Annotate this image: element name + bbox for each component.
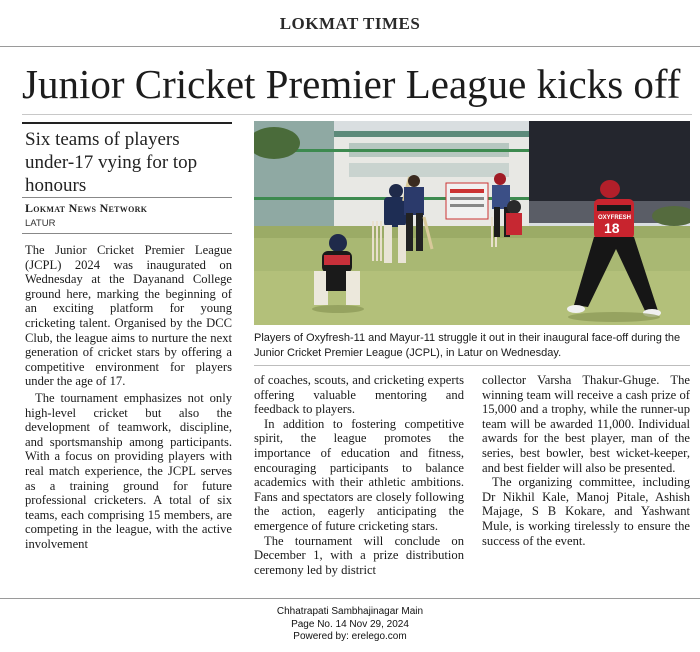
masthead — [0, 0, 700, 48]
article-column-3 — [482, 373, 690, 548]
jersey-text: OXYFRESH — [598, 215, 632, 221]
byline: Lokmat News Network — [25, 201, 148, 215]
photo-caption: Players of Oxyfresh-11 and Mayur-11 struggle it out in their inaugural face-off during the Junior Cricket Premier League (JCPL), in Latur on Wednesday. — [254, 332, 681, 359]
headline-rule — [22, 114, 692, 115]
article-photo — [254, 121, 690, 325]
page-footer — [0, 606, 700, 644]
article-column-2 — [254, 373, 464, 577]
paragraph: of coaches, scouts, and cricketing experts offering valuable mentoring and feedback to players. — [254, 373, 464, 417]
footer-edition: Chhatrapati Sambhajinagar Main — [276, 606, 424, 617]
paragraph: collector Varsha Thakur-Ghuge. The winning team will receive a cash prize of 15,000 and a trophy, while the runner-up team will be awarded 11,000. Individual awards for the best player, man of the series, best bowler, best wicket-keeper, and best fielder will also be presented. — [482, 373, 690, 475]
dateline: LATUR — [25, 218, 56, 229]
paragraph: In addition to fostering competitive spirit, the league promotes the importance of education and fitness, encouraging participants to balance academics with their athletic ambitions. Fans and spectators are closely following the action, eagerly anticipating the emergence of future cricketing stars. — [254, 416, 464, 533]
footer-powered-by: Powered by: erelego.com — [293, 631, 407, 642]
footer-rule — [0, 598, 700, 599]
deck-rule — [22, 122, 232, 124]
caption-rule — [254, 365, 690, 366]
jersey-number: 18 — [604, 220, 620, 236]
paragraph: The tournament will conclude on December 1, with a prize distribution ceremony led by district — [254, 533, 464, 577]
deck: Six teams of players under-17 vying for top honours — [25, 129, 198, 196]
cricket-match-photo — [254, 121, 690, 325]
paragraph: The Junior Cricket Premier League (JCPL) 2024 was inaugurated on Wednesday at the Dayanand College ground here, marking the beginning of an exciting platform for young cricketing talent. Organised by the DCC Club, the league aims to nurture the next generation of cricket stars by offering a competitive environment for players under the age of 17. — [25, 243, 232, 389]
byline-rule — [22, 197, 232, 198]
dateline-rule — [22, 233, 232, 234]
article-column-1 — [25, 243, 232, 551]
paragraph: The tournament emphasizes not only high-level cricket but also the development of teamwork, discipline, and sportsmanship among participants. With a focus on providing players with real match experience, the JCPL serves as a training ground for future professional cricketers. A total of six teams, each comprising 15 members, are competing in the league, with the active involvement — [25, 390, 232, 551]
paragraph: The organizing committee, including Dr Nikhil Kale, Manoj Pitale, Ashish Majage, S B Kokare, and Yashwant Mule, is working tirelessly to ensure the success of the event. — [482, 475, 690, 548]
headline: Junior Cricket Premier League kicks off — [22, 61, 681, 107]
masthead-rule — [0, 46, 700, 47]
masthead-title: LOKMAT TIMES — [279, 14, 421, 33]
footer-page-info: Page No. 14 Nov 29, 2024 — [291, 618, 409, 630]
